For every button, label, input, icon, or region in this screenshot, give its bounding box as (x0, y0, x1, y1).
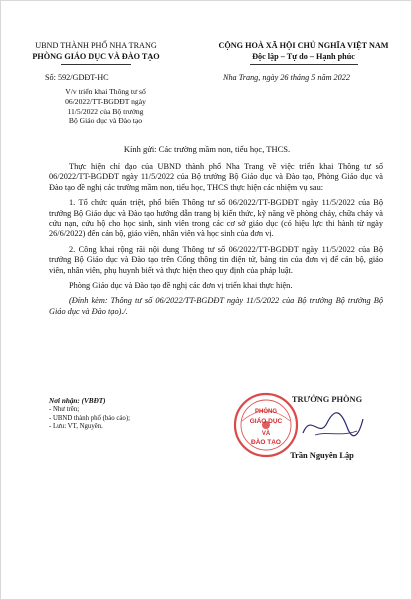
body-paragraph: 2. Công khai rộng rãi nội dung Thông tư số 06/2022/TT-BGDĐT ngày 11/5/2022 của Bộ trưởng Bộ Giáo dục và Đào tạo trên Cổng thông tin điện tử, bảng tin của đơn vị để cán bộ, giáo viên, nhân viên, phụ huynh biết và thực hiện theo quy định của pháp luật. (49, 244, 383, 275)
issuer-department: PHÒNG GIÁO DỤC VÀ ĐÀO TẠO (32, 51, 160, 61)
subject-line: 06/2022/TT-BGDĐT ngày (65, 96, 146, 106)
national-header (206, 41, 401, 65)
issuer-underline (61, 64, 131, 65)
body-paragraph: Thực hiện chỉ đạo của UBND thành phố Nha Trang về việc triển khai Thông tư số 06/2022/TT-BGDĐT ngày 11/5/2022 của Bộ trưởng Bộ Giáo dục và Đào tạo, Phòng Giáo dục và Đào tạo đề nghị các trường mầm non, tiểu học, THCS thực hiện các nhiệm vụ sau: (49, 162, 383, 192)
seal-text: GIÁO DỤC (249, 418, 283, 425)
recipient-item: - UBND thành phố (báo cáo); (49, 414, 130, 422)
recipient-line: Kính gửi: Các trường mầm non, tiểu học, THCS. (123, 144, 291, 154)
body-paragraph: 1. Tổ chức quán triệt, phổ biến Thông tư số 06/2022/TT-BGDĐT ngày 11/5/2022 của Bộ trưởng Bộ Giáo dục và Đào tạo hướng dẫn trang bị kiến thức, kỹ năng về phòng cháy, chữa cháy và cứu nạn, cứu hộ cho học sinh, sinh viên trong các cơ sở giáo dục (có hiệu lực thi hành từ ngày 26/6/2022) đến cán bộ, giáo viên, nhân viên và học sinh của đơn vị. (49, 198, 383, 239)
subject-line: 11/5/2022 của Bộ trưởng (67, 106, 144, 116)
issuer-header (21, 41, 171, 65)
subject-line: Bộ Giáo dục và Đào tạo (68, 116, 143, 126)
recipient-item: - Lưu: VT, Nguyên. (49, 423, 103, 431)
body-paragraph: Phòng Giáo dục và Đào tạo đề nghị các đơn vị triển khai thực hiện. (69, 281, 293, 291)
signature-block (227, 391, 377, 471)
document-number: Số: 592/GDĐT-HC (45, 73, 109, 82)
document-body (49, 162, 383, 322)
subject-line: V/v triển khai Thông tư số (65, 87, 146, 96)
attachment-note: (Đính kèm: Thông tư số 06/2022/TT-BGDĐT ngày 11/5/2022 của Bộ trưởng Bộ trưởng Bộ Giáo dục và Đào tạo)./. (49, 296, 383, 316)
document-date: Nha Trang, ngày 26 tháng 5 năm 2022 (223, 73, 350, 82)
seal-text: VÀ (261, 431, 271, 437)
motto-underline (250, 64, 358, 65)
recipient-item: - Như trên; (49, 405, 80, 413)
recipients-list (49, 397, 199, 432)
national-motto: Độc lập – Tự do – Hạnh phúc (252, 51, 355, 61)
handwritten-signature-icon (297, 405, 367, 445)
subject-block (43, 87, 168, 126)
seal-text: ĐÀO TẠO (251, 439, 281, 446)
recipients-label: Nơi nhận: (VBĐT) (49, 397, 106, 405)
signer-name: Trần Nguyên Lập (290, 451, 354, 460)
seal-text: PHÒNG (254, 409, 278, 415)
national-title: CỘNG HOÀ XÃ HỘI CHỦ NGHĨA VIỆT NAM (218, 41, 389, 50)
signer-title: TRƯỞNG PHÒNG (291, 395, 363, 404)
issuer-city: UBND THÀNH PHỐ NHA TRANG (35, 41, 157, 50)
